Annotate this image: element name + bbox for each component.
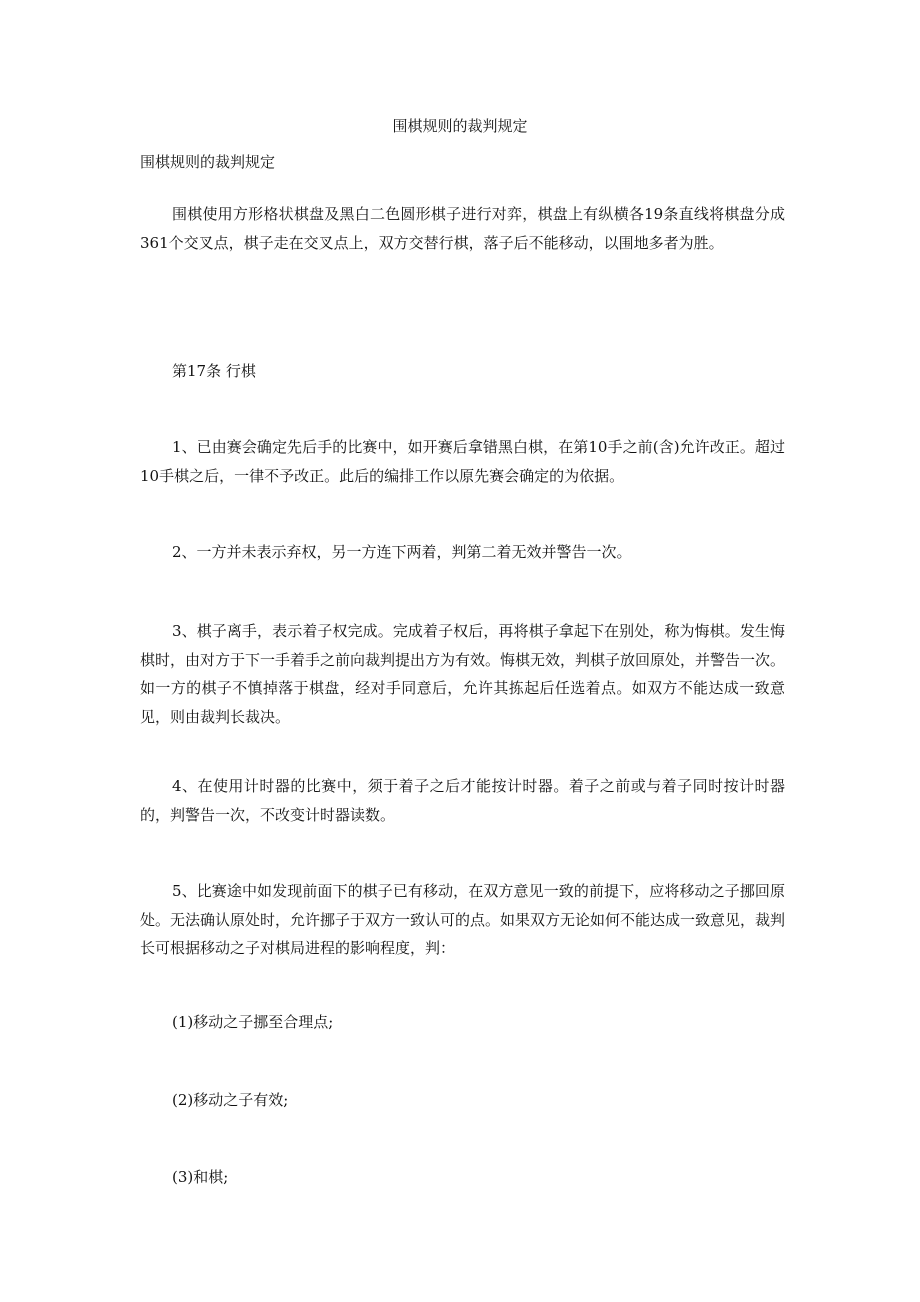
ruling-option-1: (1)移动之子挪至合理点;: [172, 1013, 334, 1031]
clause-5: 5、比赛途中如发现前面下的棋子已有移动，在双方意见一致的前提下，应将移动之子挪回原处。无法确认原处时，允许挪子于双方一致认可的点。如果双方无论如何不能达成一致意见，裁判长可根据移动之子对棋局进程的影响程度，判：: [140, 882, 786, 957]
article-heading: 第17条 行棋: [172, 362, 256, 380]
clause-1: 1、已由赛会确定先后手的比赛中，如开赛后拿错黑白棋，在第10手之前(含)允许改正。超过10手棋之后，一律不予改正。此后的编排工作以原先赛会确定的为依据。: [140, 438, 785, 485]
ruling-option-2: (2)移动之子有效;: [172, 1091, 289, 1109]
document-title: 围棋规则的裁判规定: [392, 117, 528, 135]
document-subtitle: 围棋规则的裁判规定: [140, 153, 276, 171]
clause-4: 4、在使用计时器的比赛中，须于着子之后才能按计时器。着子之前或与着子同时按计时器的，判警告一次，不改变计时器读数。: [140, 777, 785, 824]
clause-3: 3、棋子离手，表示着子权完成。完成着子权后，再将棋子拿起下在别处，称为悔棋。发生悔棋时，由对方于下一手着手之前向裁判提出方为有效。悔棋无效，判棋子放回原处，并警告一次。如一方的棋子不慎掉落于棋盘，经对手同意后，允许其拣起后任选着点。如双方不能达成一致意见，则由裁判长裁决。: [140, 622, 786, 726]
intro-paragraph: 围棋使用方形格状棋盘及黑白二色圆形棋子进行对弈，棋盘上有纵横各19条直线将棋盘分成361个交叉点，棋子走在交叉点上，双方交替行棋，落子后不能移动，以围地多者为胜。: [140, 205, 785, 252]
clause-2: 2、一方并未表示弃权，另一方连下两着，判第二着无效并警告一次。: [172, 543, 632, 561]
ruling-option-3: (3)和棋;: [172, 1168, 229, 1186]
